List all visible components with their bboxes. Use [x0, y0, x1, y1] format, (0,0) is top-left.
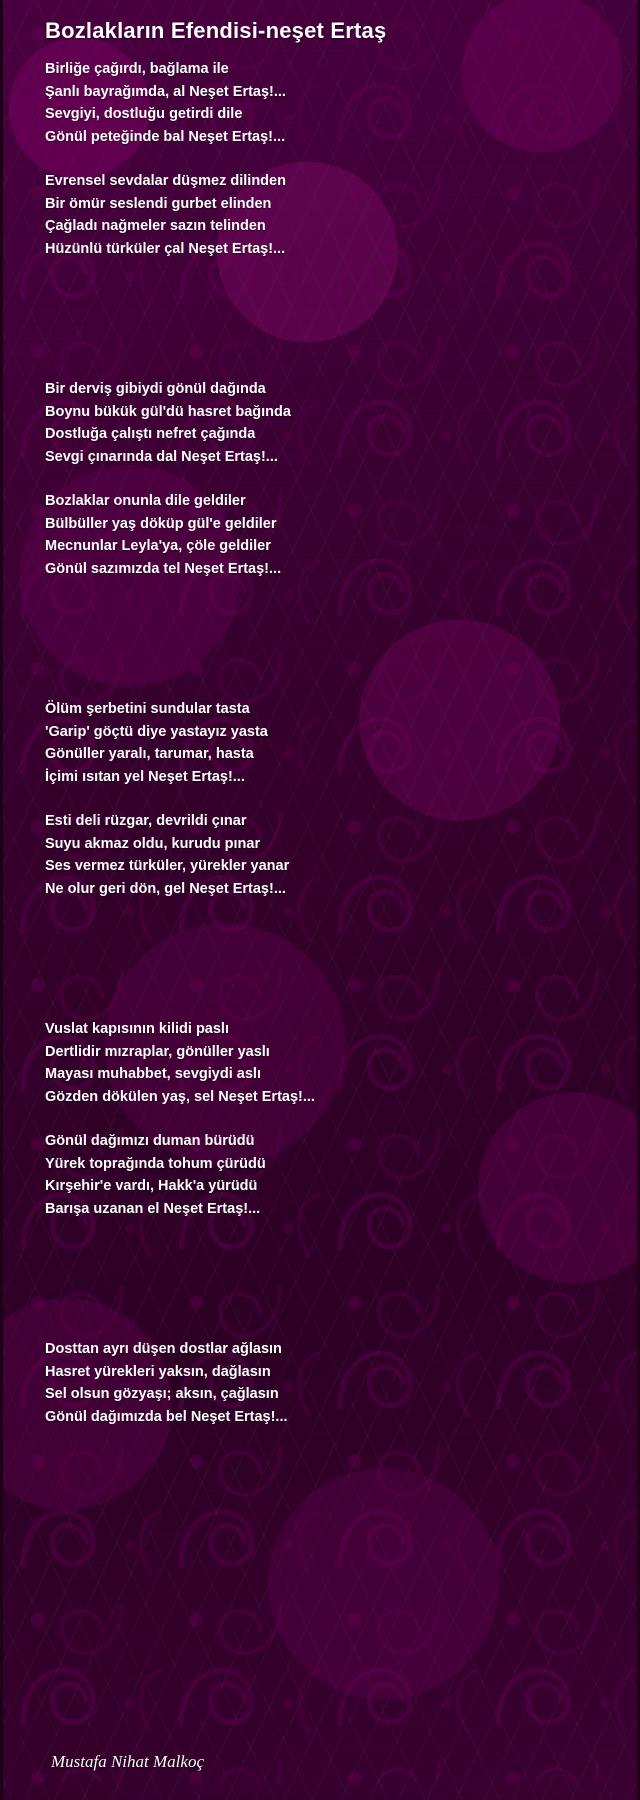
- stanza: [45, 1130, 607, 1220]
- poem-line: Bozlaklar onunla dile geldiler: [45, 493, 246, 509]
- poem-line: İçimi ısıtan yel Neşet Ertaş!...: [45, 768, 245, 785]
- poem-line: Dosttan ayrı düşen dostlar ağlasın: [45, 1341, 282, 1357]
- poem-line: Evrensel sevdalar düşmez dilinden: [45, 173, 286, 189]
- poem-line: Sevgiyi, dostluğu getirdi dile: [45, 106, 243, 122]
- poem-line: Mayası muhabbet, sevgiydi aslı: [45, 1066, 261, 1082]
- poem-line: Esti deli rüzgar, devrildi çınar: [45, 813, 247, 829]
- poem-line: Boynu bükük gül'dü hasret bağında: [45, 403, 291, 420]
- poem-line: Ne olur geri dön, gel Neşet Ertaş!...: [45, 880, 286, 897]
- poem-line: Gönül peteğinde bal Neşet Ertaş!...: [45, 128, 286, 145]
- poem-line: Mecnunlar Leyla'ya, çöle geldiler: [45, 538, 271, 554]
- poem-author: Mustafa Nihat Malkoç: [51, 1752, 204, 1771]
- stanza: [45, 170, 607, 260]
- poem-line: Gönül dağımızda bel Neşet Ertaş!...: [45, 1408, 288, 1425]
- stanza: [45, 58, 607, 148]
- poem-line: Bir ömür seslendi gurbet elinden: [45, 195, 272, 212]
- poem-line: Ses vermez türküler, yürekler yanar: [45, 858, 290, 874]
- poem-line: Gönüller yaralı, tarumar, hasta: [45, 746, 254, 762]
- poem-line: Vuslat kapısının kilidi paslı: [45, 1021, 229, 1037]
- stanza: [45, 1338, 607, 1428]
- poem-line: Sel olsun gözyaşı; aksın, çağlasın: [45, 1386, 279, 1402]
- poem-line: Ölüm şerbetini sundular tasta: [45, 701, 250, 717]
- poem-line: Hüzünlü türküler çal Neşet Ertaş!...: [45, 240, 286, 257]
- poem-line: Kırşehir'e vardı, Hakk'a yürüdü: [45, 1178, 258, 1194]
- poem-line: Gönül sazımızda tel Neşet Ertaş!...: [45, 560, 282, 577]
- poem-line: Hasret yürekleri yaksın, dağlasın: [45, 1363, 271, 1380]
- poem-line: Bülbüller yaş döküp gül'e geldiler: [45, 515, 277, 532]
- poem-line: Yürek toprağında tohum çürüdü: [45, 1155, 266, 1172]
- poem-line: Dertlidir mızraplar, gönüller yaslı: [45, 1043, 270, 1060]
- poem-line: Suyu akmaz oldu, kurudu pınar: [45, 835, 261, 852]
- poem-line: Gözden dökülen yaş, sel Neşet Ertaş!...: [45, 1088, 315, 1105]
- stanza: [45, 1018, 607, 1108]
- poem-line: 'Garip' göçtü diye yastayız yasta: [45, 723, 268, 740]
- stanza: [45, 378, 607, 468]
- poem-line: Bir derviş gibiydi gönül dağında: [45, 381, 266, 397]
- poem-line: Birliğe çağırdı, bağlama ile: [45, 61, 229, 77]
- poem-line: Sevgi çınarında dal Neşet Ertaş!...: [45, 448, 278, 465]
- poem-line: Şanlı bayrağımda, al Neşet Ertaş!...: [45, 83, 286, 100]
- poem-content: [3, 0, 637, 1428]
- stanza: [45, 810, 607, 900]
- poem-line: Barışa uzanan el Neşet Ertaş!...: [45, 1200, 261, 1217]
- poem-line: Çağladı nağmeler sazın telinden: [45, 218, 266, 234]
- poem-line: Gönül dağımızı duman bürüdü: [45, 1133, 255, 1149]
- poem-line: Dostluğa çalıştı nefret çağında: [45, 426, 256, 442]
- stanza: [45, 490, 607, 580]
- stanza: [45, 698, 607, 788]
- page-title: Bozlakların Efendisi-neşet Ertaş: [45, 18, 387, 43]
